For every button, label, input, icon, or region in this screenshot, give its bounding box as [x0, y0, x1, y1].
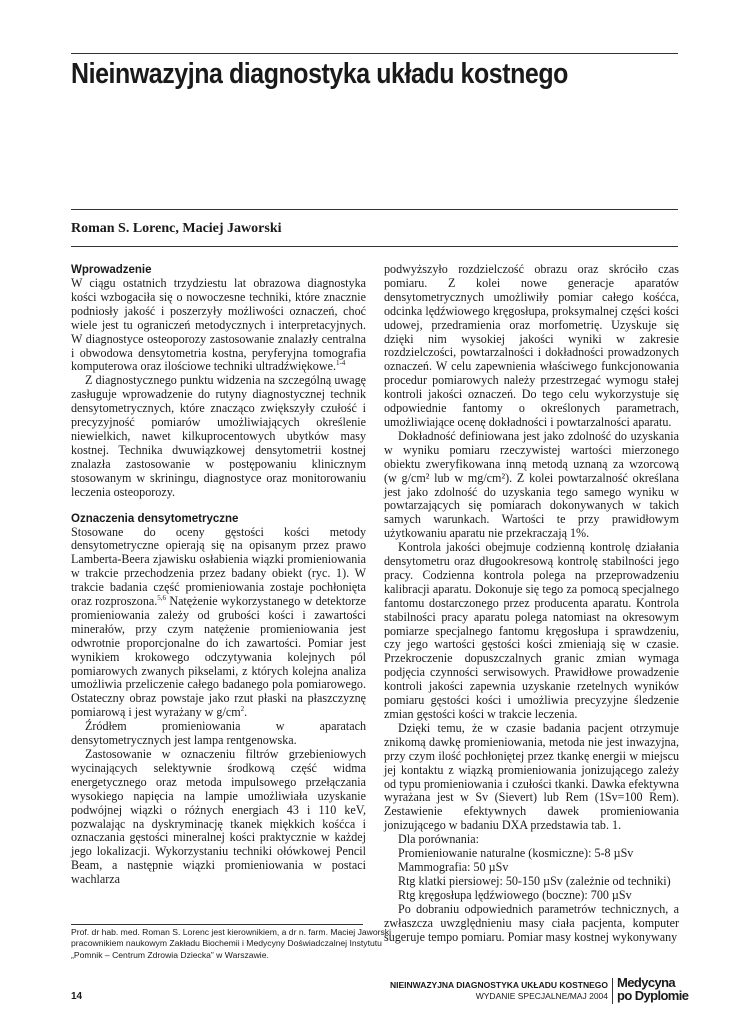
footnote-line: „Pomnik – Centrum Zdrowia Dziecka” w Warszawie. [71, 949, 269, 960]
article-title: Nieinwazyjna diagnostyka układu kostnego [71, 58, 568, 90]
compare-label: Dla porównania: [398, 832, 479, 847]
compare-item: Rtg kręgosłupa lędźwiowego (boczne): 700 µSv [398, 887, 632, 902]
authors-top-rule [71, 209, 678, 210]
right-paragraph-1: podwyższyło rozdzielczość obrazu oraz skróciło czas pomiaru. Z kolei nowe generacje aparatów densytometrycznych umożliwiły pomiar całego kośćca, odcinka lędźwiowego kręgosłupa, proksymalnej części kości udowej, przedramienia oraz morfometrię. Uzyskuje się dzięki nim wysokiej jakości wyniki w zakresie rozdzielczości, powtarzalności i dokładności prowadzonych oznaczeń. W celu zapewnienia właściwego funkcjonowania procedur pomiarowych należy przestrzegać wymogu stałej kontroli jakości oznaczeń. Do tego celu wykorzystuje się odpowiednie fantomy o określonych parametrach, umożliwiające ocenę dokładności i powtarzalności aparatu. [384, 262, 679, 429]
intro-paragraph-1: W ciągu ostatnich trzydziestu lat obrazowa diagnostyka kości wzbogaciła się o nowoczesne techniki, które znacznie podniosły jakość i poszerzyły możliwości oznaczeń, choć wiele jest tu ograniczeń metodycznych i interpretacyjnych. W diagnostyce osteoporozy zastosowanie znalazły centralna i obwodowa densytometria kostna, peryferyjna tomografia komputerowa oraz ilościowe techniki ultradźwiękowe.$^{1-4}$ [71, 276, 366, 374]
left-column [71, 263, 366, 887]
densitometry-paragraph-3: Zastosowanie w oznaczeniu filtrów grzebieniowych wycinających selektywnie środkową część widma energetycznego oraz metoda impulsowego przełączania wysokiego napięcia na lampie umożliwiała uzyskanie podwójnej wiązki o różnych energiach 43 i 110 keV, pozwalając na dyskryminację tkanek miękkich kośćca i oznaczania gęstości mineralnej kości praktycznie w każdej jego lokalizacji. Wykorzystaniu techniki ołówkowej Pencil Beam, a następnie wiązki promieniowania w postaci wachlarza [71, 747, 366, 887]
footer-issue: WYDANIE SPECJALNE/MAJ 2004 [475, 991, 608, 1001]
journal-logo: Medycyna po Dyplomie [617, 975, 689, 1003]
reference-mark: 5,6 [157, 594, 167, 602]
top-rule [71, 53, 678, 54]
authors-bottom-rule [71, 246, 678, 247]
footer-journal-title: NIEINWAZYJNA DIAGNOSTYKA UKŁADU KOSTNEGO [389, 980, 608, 990]
compare-item: Promieniowanie naturalne (kosmiczne): 5-8 µSv [398, 846, 634, 861]
page-number: 14 [71, 991, 83, 1002]
footnote-line: pracownikiem naukowym Zakładu Biochemii i Medycyny Doświadczalnej Instytutu [71, 938, 382, 949]
right-paragraph-5: Po dobraniu odpowiednich parametrów technicznych, a zwłaszcza uwzględnieniu masy ciała pacjenta, komputer sugeruje tempo pomiaru. Pomiar masy kostnej wykonywany [384, 901, 679, 944]
article-authors: Roman S. Lorenc, Maciej Jaworski [71, 221, 282, 236]
densitometry-paragraph-2: Źródłem promieniowania w aparatach densytometrycznych jest lampa rentgenowska. [71, 719, 366, 748]
right-column [384, 263, 679, 944]
author-footnote [71, 927, 391, 961]
right-paragraph-2: Dokładność definiowana jest jako zdolność do uzyskania w wyniku pomiaru rzeczywistej wartości mierzonego obiektu zweryfikowana inną metodą uznaną za wzorcową (w g/cm² lub w mg/cm²). Z kolei powtarzalność określana jest jako zdolność do uzyskania tego samego wyniku w powtarzających się pomiarach dokonywanych w takich samych warunkach. Wartości te przy prawidłowym użytkowaniu aparatu nie przekraczają 1%. [384, 428, 679, 541]
section-heading-densitometry: Oznaczenia densytometryczne [71, 512, 239, 525]
footnote-rule [71, 924, 363, 925]
densitometry-paragraph-1: Stosowane do oceny gęstości kości metody densytometryczne opierają się na opisanym przez prawo Lamberta-Beera zjawisku osłabienia wiązki promieniowania w trakcie przechodzenia przez badany obiekt (ryc. 1). W trakcie badania część promieniowania zostaje pochłonięta oraz rozproszona.$^{5,6}$ Natężenie wykorzystanego w detektorze promieniowania zależy od grubości kości i zawartości minerałów, przy czym natężenie promieniowania jest odwrotnie proporcjonalne do ich zawartości. Pomiar jest wynikiem krokowego odczytywania kolejnych pól pomiarowych zwanych pikselami, z których kolejna analiza umożliwia przeliczenie całego badanego pola pomiarowego. Ostateczny obraz powstaje jako rzut płaski na płaszczyznę pomiarową i jest wyrażany w $g/cm^2$. [71, 524, 366, 720]
compare-item: Rtg klatki piersiowej: 50-150 µSv (zależnie od techniki) [398, 873, 671, 888]
right-paragraph-3: Kontrola jakości obejmuje codzienną kontrolę działania densytometru oraz długookresową kontrolę stabilności jego pracy. Codzienna kontrola polega na przeprowadzeniu kalibracji aparatu. Dokonuje się tego za pomocą specjalnego fantomu dostarczonego przez producenta aparatu. Kontrola stabilności pracy aparatu polega natomiast na okresowym pomiarze specjalnego fantomu kręgosłupa i sprawdzeniu, czy jego wartości gęstości kości zmieniają się w czasie. Przekroczenie dopuszczalnych granic zmian wymaga podjęcia czynności serwisowych. Prawidłowe prowadzenie kontroli jakości zapewnia uzyskanie rzetelnych wyników pomiaru gęstości kości i umożliwia precyzyjne śledzenie zmian gęstości kości w trakcie leczenia. [384, 540, 679, 721]
reference-mark: 1-4 [335, 359, 346, 368]
section-heading-intro: Wprowadzenie [71, 264, 152, 276]
compare-item: Mammografia: 50 µSv [398, 859, 509, 874]
running-footer [390, 980, 608, 1002]
intro-paragraph-2: Z diagnostycznego punktu widzenia na szczególną uwagę zasługuje wprowadzenie do rutyny diagnostycznej technik densytometrycznych, które znacząco zwiększyły czułość i precyzyjność pomiarów umożliwiających określenie niewielkich, nawet kilkuprocentowych ubytków masy kostnej. Technika dwuwiązkowej densytometrii kostnej znalazła zastosowanie w postępowaniu klinicznym stosowanym w skriningu, diagnostyce oraz monitorowaniu leczenia osteoporozy. [71, 373, 366, 499]
right-paragraph-4: Dzięki temu, że w czasie badania pacjent otrzymuje znikomą dawkę promieniowania, metoda nie jest inwazyjna, przy czym ilość pochłoniętej przez tkankę energii w miejscu jej kontaktu z wiązką promieniowania jonizującego zależy od typu promieniowania i czułości tkanki. Dawka efektywna wyrażana jest w Sv (Sievert) lub Rem (1Sv=100 Rem). Zestawienie efektywnych dawek promieniowania jonizującego w badaniu DXA przedstawia tab. 1. [384, 720, 679, 833]
footnote-line: Prof. dr hab. med. Roman S. Lorenc jest kierownikiem, a dr n. farm. Maciej Jaworski [71, 927, 391, 937]
footer-separator [612, 978, 613, 1004]
